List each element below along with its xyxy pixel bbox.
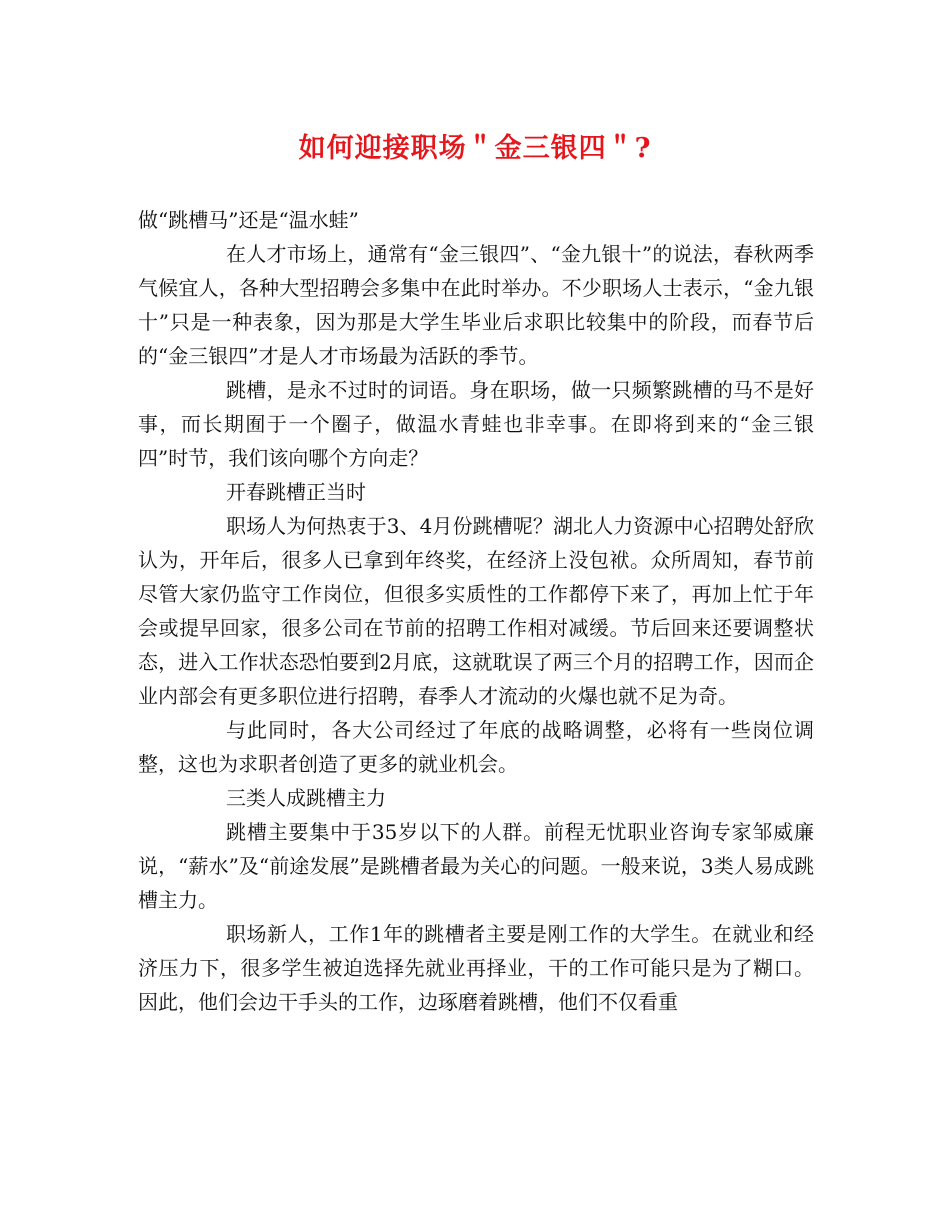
paragraph: 跳槽，是永不过时的词语。身在职场，做一只频繁跳槽的马不是好事，而长期囿于一个圈子，做温水青蛙也非幸事。在即将到来的“金三银四”时节，我们该向哪个方向走？ [138, 378, 814, 470]
section-heading-spring: 开春跳槽正当时 [226, 480, 366, 504]
document-body [138, 203, 814, 1019]
document-title: 如何迎接职场＂金三银四＂? [298, 133, 652, 164]
paragraph: 在人才市场上，通常有“金三银四”、“金九银十”的说法，春秋两季气候宜人，各种大型招聘会多集中在此时举办。不少职场人士表示，“金九银十”只是一种表象，因为那是大学生毕业后求职比较集中的阶段，而春节后的“金三银四”才是人才市场最为活跃的季节。 [138, 242, 814, 368]
paragraph: 与此同时，各大公司经过了年底的战略调整，必将有一些岗位调整，这也为求职者创造了更多的就业机会。 [138, 718, 814, 776]
paragraph: 职场人为何热衷于3、4月份跳槽呢？湖北人力资源中心招聘处舒欣认为，开年后，很多人已拿到年终奖，在经济上没包袱。众所周知，春节前尽管大家仍监守工作岗位，但很多实质性的工作都停下来了，再加上忙于年会或提早回家，很多公司在节前的招聘工作相对减缓。节后回来还要调整状态，进入工作状态恐怕要到2月底，这就耽误了两三个月的招聘工作，因而企业内部会有更多职位进行招聘，春季人才流动的火爆也就不足为奇。 [138, 514, 814, 708]
paragraph: 职场新人，工作1年的跳槽者主要是刚工作的大学生。在就业和经济压力下，很多学生被迫选择先就业再择业，干的工作可能只是为了糊口。因此，他们会边干手头的工作，边琢磨着跳槽，他们不仅看重 [138, 922, 814, 1014]
paragraph-heading-1: 做“跳槽马”还是“温水蛙” [138, 208, 359, 232]
paragraph: 跳槽主要集中于35岁以下的人群。前程无忧职业咨询专家邹威廉说，“薪水”及“前途发展”是跳槽者最为关心的问题。一般来说，3类人易成跳槽主力。 [138, 820, 814, 912]
section-heading-three-types: 三类人成跳槽主力 [226, 786, 386, 810]
